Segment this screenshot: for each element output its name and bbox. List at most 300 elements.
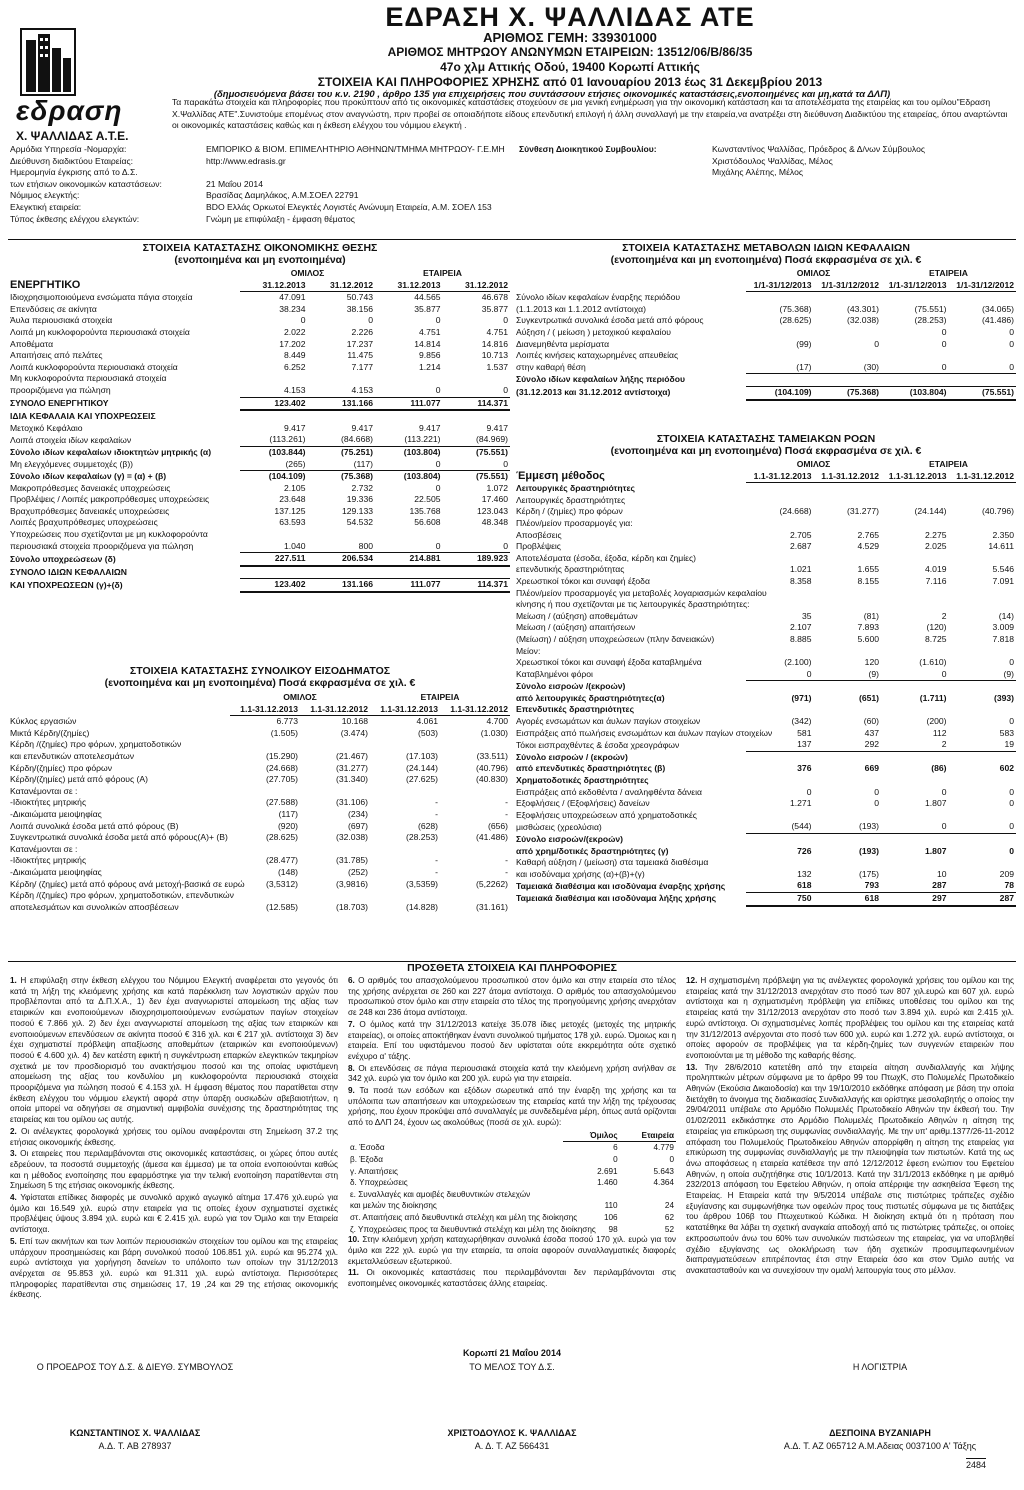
column-header-row — [8, 704, 510, 716]
row-value — [881, 857, 949, 869]
table-row — [514, 495, 1016, 507]
group-header: ΕΤΑΙΡΕΙΑ — [423, 268, 463, 278]
row-value: 618 — [797, 880, 812, 891]
table-row — [514, 374, 1016, 387]
row-value — [300, 844, 370, 856]
table-row — [514, 704, 1016, 716]
row-value: 4.153 — [240, 385, 308, 397]
column-header: 1/1-31/12/2012 — [949, 280, 1017, 292]
table-row — [8, 506, 510, 518]
row-value: (40.796) — [476, 762, 509, 773]
row-value: (60) — [863, 716, 880, 727]
row-label: ΣΥΝΟΛΟ ΙΔΙΩΝ ΚΕΦΑΛΑΙΩΝ — [10, 566, 127, 577]
row-value: 602 — [999, 763, 1015, 774]
row-value — [949, 834, 1017, 846]
row-value: 135.768 — [409, 505, 441, 516]
related-row — [348, 1189, 676, 1201]
row-value — [375, 373, 443, 385]
related-value: 24 — [664, 1201, 674, 1211]
row-label: ΙΔΙΑ ΚΕΦΑΛΑΙΑ ΚΑΙ ΥΠΟΧΡΕΩΣΕΙΣ — [10, 410, 156, 421]
row-value — [746, 483, 814, 495]
row-value: (31.106) — [336, 797, 369, 808]
info-row — [10, 156, 510, 168]
row-value — [746, 553, 814, 565]
row-value — [814, 374, 882, 387]
row-value — [240, 373, 308, 385]
row-value — [746, 292, 814, 304]
row-value: 437 — [864, 727, 880, 738]
row-value: - — [435, 808, 439, 819]
table-row — [514, 646, 1016, 658]
row-label: Εισπράξεις από πωλήσεις ενσωμάτων και άυλων παγίων στοιχείων — [516, 727, 773, 738]
id-member: Α. Δ. Τ. ΑΖ 566431 — [474, 1441, 550, 1451]
row-label: -Ιδιοκτήτες μητρικής — [10, 855, 87, 866]
logo-graphic — [20, 28, 76, 96]
row-value — [746, 327, 814, 339]
row-label: Μη ελεγχόμενες συμμετοχές (β)) — [10, 458, 134, 469]
note-number: 3. — [10, 1149, 21, 1159]
row-label: Τόκοι εισπραχθέντες & έσοδα χρεογράφων — [516, 739, 680, 750]
row-value: 54.532 — [346, 517, 374, 528]
row-value: 9.417 — [351, 422, 374, 433]
column-header-row — [514, 280, 1016, 292]
row-value: 206.534 — [308, 553, 376, 566]
table-row — [8, 867, 510, 879]
row-value — [949, 775, 1017, 787]
related-value — [620, 1189, 676, 1201]
row-value — [881, 599, 949, 611]
row-value: 7.177 — [351, 361, 374, 372]
row-value — [814, 599, 882, 611]
related-label: δ. Υποχρεώσεις — [350, 1178, 408, 1188]
row-label: Αποθέματα — [10, 338, 54, 349]
row-value: 123.402 — [240, 397, 308, 410]
table-row — [514, 716, 1016, 728]
row-value — [881, 495, 949, 507]
row-value: 0 — [881, 669, 949, 681]
info-key: Τύπος έκθεσης ελέγχου ελεγκτών: — [10, 213, 140, 224]
row-value: 0 — [443, 385, 511, 397]
row-value — [949, 518, 1017, 530]
row-value: (9) — [814, 669, 882, 681]
table-row — [514, 751, 1016, 763]
row-value — [881, 704, 949, 716]
row-value: 189.923 — [443, 553, 511, 566]
row-value: 120 — [864, 657, 880, 668]
row-value: 2.226 — [351, 326, 374, 337]
row-value: 8.358 — [789, 575, 812, 586]
row-value: 19 — [949, 739, 1017, 751]
row-value: 4.153 — [308, 385, 376, 397]
row-value: 8.725 — [925, 633, 947, 644]
row-label: Κέρδη /(ζημίες) προ φόρων, χρηματοδοτικών, επενδυτικών — [10, 890, 234, 901]
column-header: 1.1-31.12.2013 — [230, 704, 300, 716]
row-value: 78 — [1004, 880, 1015, 891]
row-label: Χρηματοδοτικές δραστηριότητες — [516, 775, 649, 786]
column-header: 1.1-31.12.2013 — [881, 471, 949, 483]
row-value: 0 — [881, 362, 949, 374]
row-value: 1.807 — [925, 845, 947, 856]
info-key: Νόμιμος ελεγκτής: — [10, 190, 80, 201]
row-value — [949, 810, 1017, 822]
row-value: 11.475 — [347, 350, 374, 361]
row-value: 0 — [443, 459, 511, 471]
row-value — [814, 681, 882, 693]
table-row — [514, 787, 1016, 799]
row-value: (32.038) — [847, 315, 880, 326]
row-value: 0 — [503, 315, 509, 326]
row-value — [443, 529, 511, 541]
table-row — [514, 763, 1016, 775]
row-value: 46.678 — [481, 292, 509, 303]
table-row — [514, 339, 1016, 351]
table-row — [514, 846, 1016, 858]
row-label: Κέρδη/ (ζημίες) μετά από φόρους ανά μετοχή-βασικά σε ευρώ — [10, 878, 245, 889]
row-value: 1.040 — [240, 541, 308, 553]
table-row — [514, 810, 1016, 822]
group-header: ΟΜΙΛΟΣ — [283, 692, 317, 702]
column-header-label: ΕΝΕΡΓΗΤΙΚΟ — [10, 278, 81, 291]
row-value: (28.253) — [914, 315, 947, 326]
row-label: και επενδυτικών αποτελεσμάτων — [10, 750, 135, 761]
note-number: 6. — [348, 976, 359, 985]
group-spacer — [514, 459, 746, 471]
related-row — [348, 1154, 676, 1166]
row-value — [814, 775, 882, 787]
table-row — [8, 844, 510, 856]
logo-wordmark: εδραση — [16, 95, 123, 126]
row-value: (75.251) — [341, 446, 374, 457]
row-value: (656) — [487, 820, 509, 831]
row-value: 129.133 — [341, 505, 374, 516]
row-label: Κατανέμονται σε : — [10, 785, 78, 796]
row-value: 7.091 — [992, 575, 1015, 586]
gemi-number: ΑΡΙΘΜΟΣ ΓΕΜΗ: 339301000 — [483, 30, 657, 45]
cash-title-text: ΣΤΟΙΧΕΙΑ ΚΑΤΑΣΤΑΣΗΣ ΤΑΜΕΙΑΚΩΝ ΡΟΩΝ — [656, 433, 876, 445]
related-label: και μελών της διοίκησης — [350, 1201, 437, 1211]
row-value — [440, 890, 510, 902]
info-value: http://www.edrasis.gr — [206, 155, 286, 166]
table-row — [8, 292, 510, 304]
row-label: Μείωση / (αύξηση) αποθεμάτων — [516, 610, 638, 621]
row-value: 8.885 — [789, 633, 812, 644]
row-value: (40.796) — [982, 506, 1015, 517]
income-title-text: ΣΤΟΙΧΕΙΑ ΚΑΤΑΣΤΑΣΗΣ ΣΥΝΟΛΙΚΟΥ ΕΙΣΟΔΗΜΑΤΟΣ — [129, 665, 391, 677]
note-number: 8. — [348, 1063, 359, 1073]
table-row — [8, 529, 510, 541]
row-value: 0 — [1009, 326, 1015, 337]
row-label: Αποτελέσματα (έσοδα, έξοδα, κέρδη και ζημίες) — [516, 552, 696, 563]
row-value: 111.077 — [375, 397, 443, 410]
row-value — [949, 857, 1017, 869]
note-number: 5. — [10, 1236, 20, 1246]
row-value — [881, 775, 949, 787]
notes-column-3 — [686, 976, 1014, 1278]
row-value — [814, 292, 882, 304]
row-label: Κατανέμονται σε : — [10, 843, 78, 854]
related-label: στ. Απαιτήσεις από διευθυντικά στελέχη και μέλη της διοίκησης — [350, 1213, 578, 1222]
table-row — [8, 339, 510, 351]
row-value — [370, 844, 440, 856]
row-value: 287 — [949, 892, 1017, 905]
row-value: (113.221) — [375, 434, 443, 446]
row-label: Λειτουργικές δραστηριότητες — [516, 494, 626, 505]
row-value: 0 — [435, 482, 441, 493]
row-value — [814, 857, 882, 869]
row-value: 0 — [375, 541, 443, 553]
row-value: 22.505 — [414, 494, 441, 505]
row-value: 23.648 — [279, 494, 306, 505]
row-value: 132 — [797, 868, 812, 879]
row-value — [746, 646, 814, 658]
row-value: 297 — [881, 892, 949, 905]
row-value: 209 — [999, 868, 1015, 879]
balance-title-text: ΣΤΟΙΧΕΙΑ ΚΑΤΑΣΤΑΣΗΣ ΟΙΚΟΝΟΜΙΚΗΣ ΘΕΣΗΣ — [142, 242, 378, 254]
row-value: (104.109) — [746, 386, 814, 399]
row-value: (120) — [926, 622, 947, 633]
balance-subtitle: (ενοποιημένα και μη ενοποιημένα) — [174, 254, 346, 266]
info-row — [10, 144, 510, 156]
row-value: 10.168 — [341, 716, 369, 727]
related-value: 1.460 — [597, 1178, 618, 1188]
table-row — [8, 373, 510, 385]
table-row — [514, 304, 1016, 316]
row-label: -Δικαιώματα μειοψηφίας — [10, 808, 102, 819]
row-value: 63.593 — [279, 517, 306, 528]
note-number: 10. — [348, 1235, 363, 1245]
row-label: από επενδυτικές δραστηριότητες (β) — [516, 763, 666, 774]
table-row — [8, 494, 510, 506]
notes-column-2 — [348, 976, 676, 1291]
related-label: ζ. Υποχρεώσεις προς τα διευθυντικά στελέχη και μέλη της διοίκησης — [350, 1224, 596, 1234]
table-row — [514, 541, 1016, 553]
row-value: (1.505) — [270, 727, 298, 738]
table-row — [8, 315, 510, 327]
row-value: 2.350 — [992, 529, 1015, 540]
row-value: (40.830) — [476, 774, 509, 785]
row-value — [746, 599, 814, 611]
row-value: (75.551) — [476, 446, 509, 457]
row-label: Ταμειακά διαθέσιμα και ισοδύναμα λήξης χρήσης — [516, 893, 717, 904]
row-value: 0 — [1009, 657, 1015, 668]
table-row — [514, 576, 1016, 588]
row-value: 214.881 — [375, 553, 443, 566]
row-value: (103.844) — [268, 446, 306, 457]
group-spacer — [8, 692, 230, 704]
row-value: (41.486) — [982, 315, 1015, 326]
row-value — [949, 681, 1017, 693]
note-number: 4. — [10, 1193, 21, 1203]
row-label: Πλέον/μείον προσαρμογές για μεταβολές λογαριασμών κεφαλαίου — [516, 587, 767, 598]
column-header: 1/1-31/12/2012 — [814, 280, 882, 292]
row-value: 131.166 — [308, 397, 376, 410]
row-label: Καταβλημένοι φόροι — [516, 668, 593, 679]
cash-subtitle: (ενοποιημένα και μη ενοποιημένα) Ποσά εκφρασμένα σε χιλ. € — [610, 445, 922, 457]
table-row — [8, 385, 510, 397]
row-value — [240, 566, 308, 579]
row-value: (5,2262) — [476, 878, 509, 889]
row-label: Εξοφλήσεις / (Εξοφλήσεις) δανείων — [516, 798, 650, 809]
row-value — [440, 786, 510, 798]
group-header-row — [514, 459, 1016, 471]
signer-accountant: ΔΕΣΠΟΙΝΑ ΒΥΖΑΝΙΑΡΗ — [829, 1428, 931, 1438]
row-value: 4.751 — [486, 326, 509, 337]
row-value: (31.340) — [336, 774, 369, 785]
row-value: 2.107 — [789, 622, 812, 633]
row-value — [746, 775, 814, 787]
table-row — [8, 541, 510, 553]
income-title — [10, 665, 510, 689]
row-value: (12.585) — [265, 901, 298, 912]
row-value: (31.785) — [336, 855, 369, 866]
registry-number: ΑΡΙΘΜΟΣ ΜΗΤΡΩΟΥ ΑΝΩΝΥΜΩΝ ΕΤΑΙΡΕΙΩΝ: 13512/06/Β/86/35 — [387, 45, 753, 59]
row-value — [308, 410, 376, 423]
related-value — [563, 1189, 619, 1201]
table-row — [8, 459, 510, 471]
row-label: Χρεωστικοί τόκοι και συναφή έξοδα καταβλημένα — [516, 657, 702, 668]
note-paragraph: 3. Οι εταιρείες που περιλαμβάνονται στις οικονομικές καταστάσεις, οι χώρες όπου αυτές εδρεύουν, τα ποσοστά συμμετοχής (άμεσα και έμμεσα) με τα οποία ενοποιούνται καθώς και η μέθοδος ενοποίησης που εφαρμόστηκε για την τελική ενοποίηση παρατίθενται στη Σημείωση 5 της ετήσιας οικονομικής έκθεσης. — [10, 1149, 338, 1191]
row-value: (31.277) — [847, 506, 880, 517]
row-label: Βραχυπρόθεσμες δανειακές υποχρεώσεις — [10, 505, 170, 516]
row-value: (31.277) — [336, 762, 369, 773]
row-value: (17) — [746, 362, 814, 374]
table-row — [8, 517, 510, 529]
row-value — [230, 786, 300, 798]
table-row — [514, 728, 1016, 740]
row-value: (24.668) — [265, 762, 298, 773]
row-value: 583 — [999, 727, 1015, 738]
row-value: (84.668) — [308, 434, 376, 446]
column-header-label: Έμμεση μέθοδος — [516, 469, 605, 482]
row-value: (84.969) — [443, 434, 511, 446]
row-label: Ταμειακά διαθέσιμα και ισοδύναμα έναρξης χρήσης — [516, 880, 726, 891]
row-value: (75.551) — [476, 471, 509, 482]
table-row — [514, 518, 1016, 530]
notes-title: ΠΡΟΣΘΕΤΑ ΣΤΟΙΧΕΙΑ ΚΑΙ ΠΛΗΡΟΦΟΡΙΕΣ — [407, 962, 617, 974]
row-label: (Μείωση) / αύξηση υποχρεώσεων (πλην δανειακών) — [516, 633, 715, 644]
row-value: 19.336 — [346, 494, 374, 505]
row-value: 17.237 — [346, 338, 374, 349]
row-value: (148) — [277, 866, 298, 877]
row-label: Λοιπά συνολικά έσοδα μετά από φόρους (Β) — [10, 820, 179, 831]
info-row — [10, 167, 510, 179]
row-value: 137 — [746, 739, 814, 751]
row-value: (103.804) — [881, 386, 949, 399]
column-header: 1.1-31.12.2013 — [746, 471, 814, 483]
row-value — [443, 373, 511, 385]
row-value: 726 — [797, 845, 812, 856]
row-value — [440, 739, 510, 751]
info-row — [10, 179, 510, 191]
row-value: (117) — [308, 459, 376, 471]
note-number: 7. — [348, 1019, 360, 1029]
role-president: Ο ΠΡΟΕΔΡΟΣ ΤΟΥ Δ.Σ. & ΔΙΕΥΘ. ΣΥΜΒΟΥΛΟΣ — [36, 1362, 234, 1372]
row-value — [746, 857, 814, 869]
row-label: Λοιπές βραχυπρόθεσμες υποχρεώσεις — [10, 517, 158, 528]
row-value: (28.477) — [265, 855, 298, 866]
row-value: (86) — [931, 763, 947, 774]
row-value — [814, 327, 882, 339]
board-members — [712, 144, 925, 179]
group-header: ΟΜΙΛΟΣ — [796, 459, 831, 469]
row-value: 0 — [375, 385, 443, 397]
table-row — [8, 304, 510, 316]
row-value — [814, 751, 882, 763]
related-value: 0 — [613, 1155, 618, 1165]
row-value — [370, 890, 440, 902]
row-value: (24.144) — [914, 506, 947, 517]
table-row — [514, 530, 1016, 542]
row-value — [881, 350, 949, 362]
info-value: Βρασίδας Δαμηλάκος, Α.Μ.ΣΟΕΛ 22791 — [206, 190, 359, 201]
related-header: Εταιρεία — [620, 1130, 676, 1142]
row-value: (971) — [791, 692, 812, 703]
row-label: κίνησης ή που σχετίζονται με τις λειτουργικές δραστηριότητες: — [516, 599, 750, 610]
row-label: Επενδύσεις σε ακίνητα — [10, 303, 97, 314]
row-value: (27.705) — [265, 774, 298, 785]
row-value: 123.043 — [476, 505, 509, 516]
equity-title-text: ΣΤΟΙΧΕΙΑ ΚΑΤΑΣΤΑΣΗΣ ΜΕΤΑΒΟΛΩΝ ΙΔΙΩΝ ΚΕΦΑΛΑΙΩΝ — [622, 242, 910, 254]
row-value: 227.511 — [240, 553, 308, 566]
row-value — [814, 350, 882, 362]
row-value: (342) — [791, 716, 812, 727]
row-value: 1.655 — [857, 564, 880, 575]
row-value — [814, 483, 882, 495]
table-row — [514, 611, 1016, 623]
row-value: 0 — [375, 459, 443, 471]
equity-subtitle: (ενοποιημένα και μη ενοποιημένα) Ποσά εκφρασμένα σε χιλ. € — [610, 254, 922, 266]
row-value — [746, 350, 814, 362]
row-value — [308, 529, 376, 541]
row-value: 35 — [801, 610, 812, 621]
row-value — [949, 588, 1017, 600]
row-value — [881, 518, 949, 530]
row-value: (24.144) — [406, 762, 439, 773]
balance-title — [10, 242, 510, 266]
row-value: - — [505, 855, 509, 866]
row-value — [949, 495, 1017, 507]
row-value: 0 — [874, 338, 880, 349]
note-paragraph: 7. Ο όμιλος κατά την 31/12/2013 κατείχε 35.078 ίδιες μετοχές (μετοχές της μητρικής εταιρείας), οι οποίες αποκτήθηκαν έναντι συνολικού τιμήματος 178 χιλ. ευρώ. Όμοιως και η εταιρεία. Επί του υφιστάμενου ποσού δεν υφίσταται ούτε εκκρεμότητα ούτε σχετικό ενέχυρο α' τάξης. — [348, 1019, 676, 1061]
row-label: Μετοχικό Κεφάλαιο — [10, 422, 83, 433]
table-row — [514, 350, 1016, 362]
row-value: 2.105 — [283, 482, 306, 493]
row-value: 17.460 — [481, 494, 509, 505]
group-header-row — [8, 692, 510, 704]
related-label: ε. Συναλλαγές και αμοιβές διευθυντικών στελεχών — [350, 1189, 531, 1199]
info-row — [10, 202, 510, 214]
row-value: 9.417 — [283, 422, 306, 433]
table-row — [8, 902, 510, 914]
note-paragraph: 10. Στην κλειόμενη χρήση καταχωρήθηκαν συνολικά έσοδα ποσού 170 χιλ. ευρώ για τον όμιλο και 222 χιλ. ευρώ για την εταιρεία, τα οποία αφορούν συναλλαγματικές διαφορές εκμεταλλεύσεων εξωτερικού. — [348, 1235, 676, 1266]
group-header: ΟΜΙΛΟΣ — [796, 268, 831, 278]
row-label: Λοιπά στοιχεία ιδίων κεφαλαίων — [10, 434, 132, 445]
company-info — [10, 144, 510, 225]
row-label: Μη κυκλοφορούντα περιουσιακά στοιχεία — [10, 373, 167, 384]
row-value — [746, 374, 814, 387]
row-value: 0 — [881, 821, 949, 833]
row-value — [814, 646, 882, 658]
row-value: 0 — [874, 786, 880, 797]
row-value: 9.417 — [419, 422, 441, 433]
related-value: 5.643 — [653, 1166, 674, 1176]
row-value: 6.252 — [283, 361, 306, 372]
table-row — [514, 798, 1016, 810]
row-value: (75.368) — [814, 386, 882, 399]
row-label: Απαιτήσεις από πελάτες — [10, 350, 103, 361]
logo-subtitle: Χ. ΨΑΛΛΙΔΑΣ Α.Τ.Ε. — [16, 129, 129, 143]
table-row — [514, 892, 1016, 905]
